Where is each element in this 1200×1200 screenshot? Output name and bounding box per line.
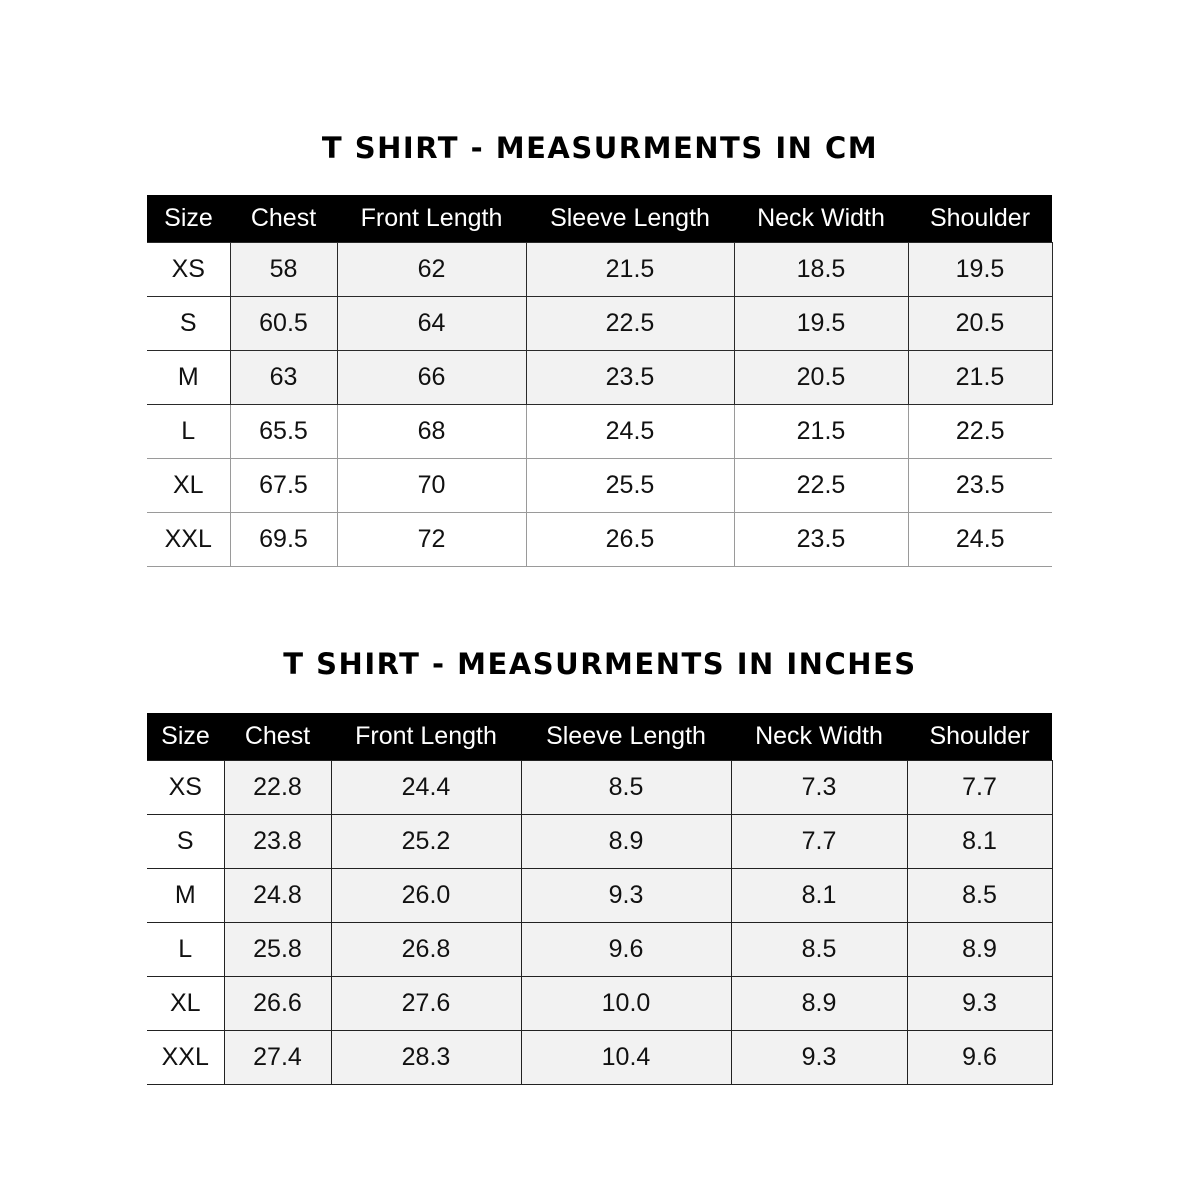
neck-width-cell: 23.5 — [734, 513, 908, 567]
neck-width-cell: 22.5 — [734, 459, 908, 513]
chest-cell: 22.8 — [224, 761, 331, 815]
size-cell: XL — [147, 459, 230, 513]
size-cell: M — [147, 351, 230, 405]
sleeve-length-cell: 24.5 — [526, 405, 734, 459]
sleeve-length-cell: 23.5 — [526, 351, 734, 405]
sleeve-length-cell: 22.5 — [526, 297, 734, 351]
front-length-cell: 68 — [337, 405, 526, 459]
front-length-cell: 62 — [337, 243, 526, 297]
inches-header-sleeve-length: Sleeve Length — [521, 713, 731, 761]
chest-cell: 60.5 — [230, 297, 337, 351]
cm-header-front-length: Front Length — [337, 195, 526, 243]
shoulder-cell: 22.5 — [908, 405, 1052, 459]
table-row — [147, 243, 1052, 297]
shoulder-cell: 20.5 — [908, 297, 1052, 351]
size-cell: S — [147, 815, 224, 869]
size-cell: S — [147, 297, 230, 351]
neck-width-cell: 21.5 — [734, 405, 908, 459]
table-row — [147, 815, 1052, 869]
table-row — [147, 405, 1052, 459]
sleeve-length-cell: 8.9 — [521, 815, 731, 869]
size-cell: L — [147, 405, 230, 459]
sleeve-length-cell: 25.5 — [526, 459, 734, 513]
size-cell: XS — [147, 761, 224, 815]
cm-header-row — [147, 195, 1052, 243]
chest-cell: 69.5 — [230, 513, 337, 567]
chest-cell: 63 — [230, 351, 337, 405]
neck-width-cell: 8.5 — [731, 923, 907, 977]
size-cell: L — [147, 923, 224, 977]
front-length-cell: 26.0 — [331, 869, 521, 923]
front-length-cell: 70 — [337, 459, 526, 513]
size-cell: XXL — [147, 513, 230, 567]
inches-header-chest: Chest — [224, 713, 331, 761]
table-row — [147, 869, 1052, 923]
front-length-cell: 24.4 — [331, 761, 521, 815]
size-cell: XL — [147, 977, 224, 1031]
neck-width-cell: 18.5 — [734, 243, 908, 297]
cm-header-sleeve-length: Sleeve Length — [526, 195, 734, 243]
table-row — [147, 351, 1052, 405]
table-row — [147, 977, 1052, 1031]
chest-cell: 67.5 — [230, 459, 337, 513]
sleeve-length-cell: 9.6 — [521, 923, 731, 977]
cm-header-neck-width: Neck Width — [734, 195, 908, 243]
neck-width-cell: 7.3 — [731, 761, 907, 815]
front-length-cell: 27.6 — [331, 977, 521, 1031]
front-length-cell: 25.2 — [331, 815, 521, 869]
front-length-cell: 28.3 — [331, 1031, 521, 1085]
neck-width-cell: 9.3 — [731, 1031, 907, 1085]
table-row — [147, 1031, 1052, 1085]
cm-size-table — [147, 195, 1053, 567]
shoulder-cell: 8.5 — [907, 869, 1052, 923]
inches-table-title: T SHIRT - MEASURMENTS IN INCHES — [283, 647, 917, 681]
inches-header-neck-width: Neck Width — [731, 713, 907, 761]
table-row — [147, 297, 1052, 351]
shoulder-cell: 9.3 — [907, 977, 1052, 1031]
sleeve-length-cell: 10.4 — [521, 1031, 731, 1085]
cm-header-chest: Chest — [230, 195, 337, 243]
cm-table-title: T SHIRT - MEASURMENTS IN CM — [321, 131, 879, 165]
shoulder-cell: 21.5 — [908, 351, 1052, 405]
chest-cell: 25.8 — [224, 923, 331, 977]
inches-header-size: Size — [147, 713, 224, 761]
shoulder-cell: 8.1 — [907, 815, 1052, 869]
table-row — [147, 459, 1052, 513]
neck-width-cell: 8.1 — [731, 869, 907, 923]
chest-cell: 24.8 — [224, 869, 331, 923]
inches-header-row — [147, 713, 1052, 761]
size-cell: M — [147, 869, 224, 923]
inches-header-front-length: Front Length — [331, 713, 521, 761]
inches-size-table — [147, 713, 1053, 1085]
neck-width-cell: 20.5 — [734, 351, 908, 405]
sleeve-length-cell: 8.5 — [521, 761, 731, 815]
shoulder-cell: 9.6 — [907, 1031, 1052, 1085]
table-row — [147, 923, 1052, 977]
front-length-cell: 66 — [337, 351, 526, 405]
chest-cell: 23.8 — [224, 815, 331, 869]
shoulder-cell: 23.5 — [908, 459, 1052, 513]
sleeve-length-cell: 26.5 — [526, 513, 734, 567]
chest-cell: 26.6 — [224, 977, 331, 1031]
size-cell: XXL — [147, 1031, 224, 1085]
shoulder-cell: 19.5 — [908, 243, 1052, 297]
front-length-cell: 26.8 — [331, 923, 521, 977]
sleeve-length-cell: 9.3 — [521, 869, 731, 923]
chest-cell: 58 — [230, 243, 337, 297]
shoulder-cell: 24.5 — [908, 513, 1052, 567]
neck-width-cell: 19.5 — [734, 297, 908, 351]
sleeve-length-cell: 21.5 — [526, 243, 734, 297]
chest-cell: 27.4 — [224, 1031, 331, 1085]
front-length-cell: 64 — [337, 297, 526, 351]
table-row — [147, 761, 1052, 815]
front-length-cell: 72 — [337, 513, 526, 567]
size-cell: XS — [147, 243, 230, 297]
cm-header-shoulder: Shoulder — [908, 195, 1052, 243]
shoulder-cell: 7.7 — [907, 761, 1052, 815]
sleeve-length-cell: 10.0 — [521, 977, 731, 1031]
table-row — [147, 513, 1052, 567]
chest-cell: 65.5 — [230, 405, 337, 459]
shoulder-cell: 8.9 — [907, 923, 1052, 977]
inches-header-shoulder: Shoulder — [907, 713, 1052, 761]
cm-header-size: Size — [147, 195, 230, 243]
neck-width-cell: 7.7 — [731, 815, 907, 869]
neck-width-cell: 8.9 — [731, 977, 907, 1031]
